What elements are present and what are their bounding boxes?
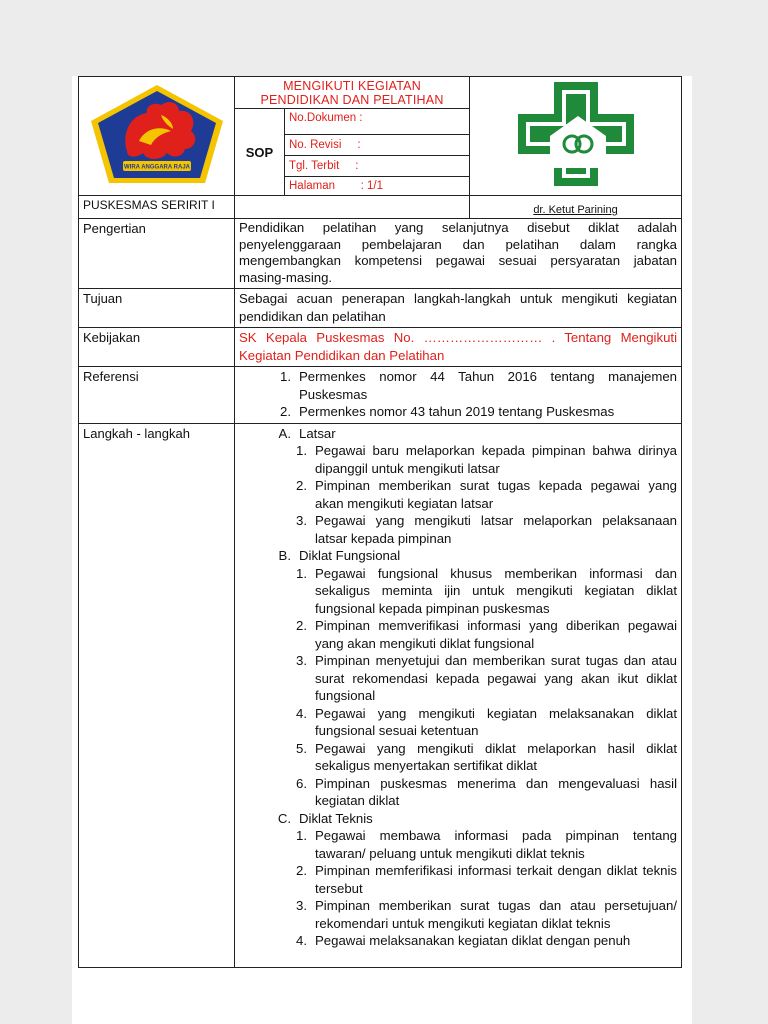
list-text: Diklat Teknis	[299, 810, 373, 826]
langkah-step	[289, 442, 677, 477]
kebijakan-text: SK Kepala Puskesmas No. ……………………… . Tentang Mengikuti Kegiatan Pendidikan dan Pelatihan	[235, 328, 682, 367]
list-number: 1.	[296, 565, 307, 581]
list-number: 1.	[296, 443, 307, 458]
list-number: 2.	[280, 404, 291, 419]
sop-label: SOP	[235, 109, 285, 196]
langkah-step	[289, 705, 677, 740]
title-cell	[235, 77, 470, 109]
langkah-step	[289, 512, 677, 547]
list-text: Pegawai baru melaporkan kepada pimpinan bahwa dirinya dipanggil untuk mengikuti latsar	[315, 443, 678, 476]
org-name: PUSKESMAS SERIRIT I	[79, 196, 235, 219]
list-text: Pegawai melaksanakan kegiatan diklat dengan penuh	[315, 933, 631, 948]
list-number: 2.	[296, 863, 307, 878]
langkah-section	[269, 547, 677, 565]
list-number: 6.	[296, 775, 307, 791]
langkah-step	[289, 827, 677, 862]
tujuan-text: Sebagai acuan penerapan langkah-langkah untuk mengikuti kegiatan pendidikan dan pelatihan	[235, 289, 682, 328]
referensi-label: Referensi	[79, 367, 235, 424]
list-text: Pimpinan memferifikasi informasi terkait dengan diklat teknis tersebut	[315, 863, 678, 896]
document-page	[72, 76, 692, 1024]
tujuan-label: Tujuan	[79, 289, 235, 328]
puskesmas-cross-icon	[514, 78, 638, 190]
list-text: Pegawai yang mengikuti diklat melaporkan hasil diklat sekaligus menyertakan sertifikat diklat	[315, 740, 678, 773]
doc-number-field: No.Dokumen :	[285, 109, 470, 135]
referensi-list	[235, 367, 682, 424]
langkah-step	[289, 775, 677, 810]
sop-table	[78, 76, 682, 968]
signature-cell	[235, 196, 470, 219]
langkah-step	[289, 652, 677, 705]
list-number: A.	[278, 425, 291, 441]
list-text: Pimpinan memverifikasi informasi yang diberikan pegawai yang akan mengikuti diklat fungsional	[315, 618, 678, 651]
pengertian-label: Pengertian	[79, 219, 235, 289]
page-field: Halaman : 1/1	[285, 177, 470, 196]
langkah-step	[289, 897, 677, 932]
langkah-section	[269, 810, 677, 828]
langkah-list	[235, 423, 682, 967]
list-number: 1.	[280, 369, 291, 384]
langkah-step	[289, 565, 677, 618]
revision-field: No. Revisi :	[285, 135, 470, 156]
title-line-2: PENDIDIKAN DAN PELATIHAN	[260, 93, 444, 107]
list-number: 3.	[296, 653, 307, 668]
list-text: Pimpinan menyetujui dan memberikan surat tugas dan atau surat rekomendasi kepada pegawai yang akan ikut diklat fungsional	[315, 653, 678, 703]
list-text: Pimpinan puskesmas menerima dan mengevaluasi hasil kegiatan diklat	[315, 775, 678, 808]
list-number: 2.	[296, 478, 307, 493]
list-number: 5.	[296, 740, 307, 756]
list-text: Permenkes nomor 43 tahun 2019 tentang Puskesmas	[299, 404, 615, 419]
list-number: 3.	[296, 898, 307, 913]
list-text: Permenkes nomor 44 Tahun 2016 tentang manajemen Puskesmas	[299, 369, 678, 402]
langkah-step	[289, 932, 677, 950]
referensi-item	[269, 368, 677, 403]
langkah-section	[269, 425, 677, 443]
pengertian-text: Pendidikan pelatihan yang selanjutnya disebut diklat adalah penyelenggaraan pembelajaran dan pelatihan dalam rangka mengembangkan kompetensi pegawai sesuai persyaratan jabatan masing-masing.	[235, 219, 682, 289]
issue-date-field: Tgl. Terbit :	[285, 156, 470, 177]
langkah-step	[289, 617, 677, 652]
list-text: Pegawai yang mengikuti latsar melaporkan pelaksanaan latsar kepada pimpinan	[315, 513, 678, 546]
list-number: 3.	[296, 513, 307, 528]
kebijakan-label: Kebijakan	[79, 328, 235, 367]
list-number: 1.	[296, 828, 307, 843]
list-number: C.	[277, 810, 291, 826]
list-number: 4.	[296, 933, 307, 948]
langkah-step	[289, 477, 677, 512]
list-text: Pegawai yang mengikuti kegiatan melaksanakan diklat fungsional sesuai ketentuan	[315, 705, 678, 738]
list-text: Pimpinan memberikan surat tugas dan atau persetujuan/ rekomendari untuk mengikuti kegiatan diklat teknis	[315, 898, 678, 931]
langkah-label: Langkah - langkah	[79, 423, 235, 967]
langkah-step	[289, 862, 677, 897]
referensi-item	[269, 403, 677, 421]
langkah-step	[289, 740, 677, 775]
list-text: Diklat Fungsional	[299, 548, 401, 563]
emblem-motto: WIRA ANGGARA RAJA	[123, 164, 190, 170]
list-text: Pimpinan memberikan surat tugas kepada pegawai yang akan mengikuti kegiatan latsar	[315, 478, 678, 511]
list-text: Pegawai fungsional khusus memberikan informasi dan sekaligus meminta ijin untuk mengikuti kegiatan diklat fungsional kepada pimpinan puskesmas	[315, 565, 678, 616]
list-number: 4.	[296, 705, 307, 721]
regency-emblem-icon	[87, 81, 227, 187]
list-number: 2.	[296, 618, 307, 633]
puskesmas-logo-cell	[470, 77, 682, 196]
list-number: B.	[278, 548, 291, 563]
list-text: Latsar	[299, 425, 336, 441]
regency-logo-cell	[79, 77, 235, 196]
list-text: Pegawai membawa informasi pada pimpinan tentang tawaran/ peluang untuk mengikuti diklat teknis	[315, 828, 678, 861]
title-line-1: MENGIKUTI KEGIATAN	[283, 79, 421, 93]
head-name: dr. Ketut Parining	[470, 196, 682, 219]
